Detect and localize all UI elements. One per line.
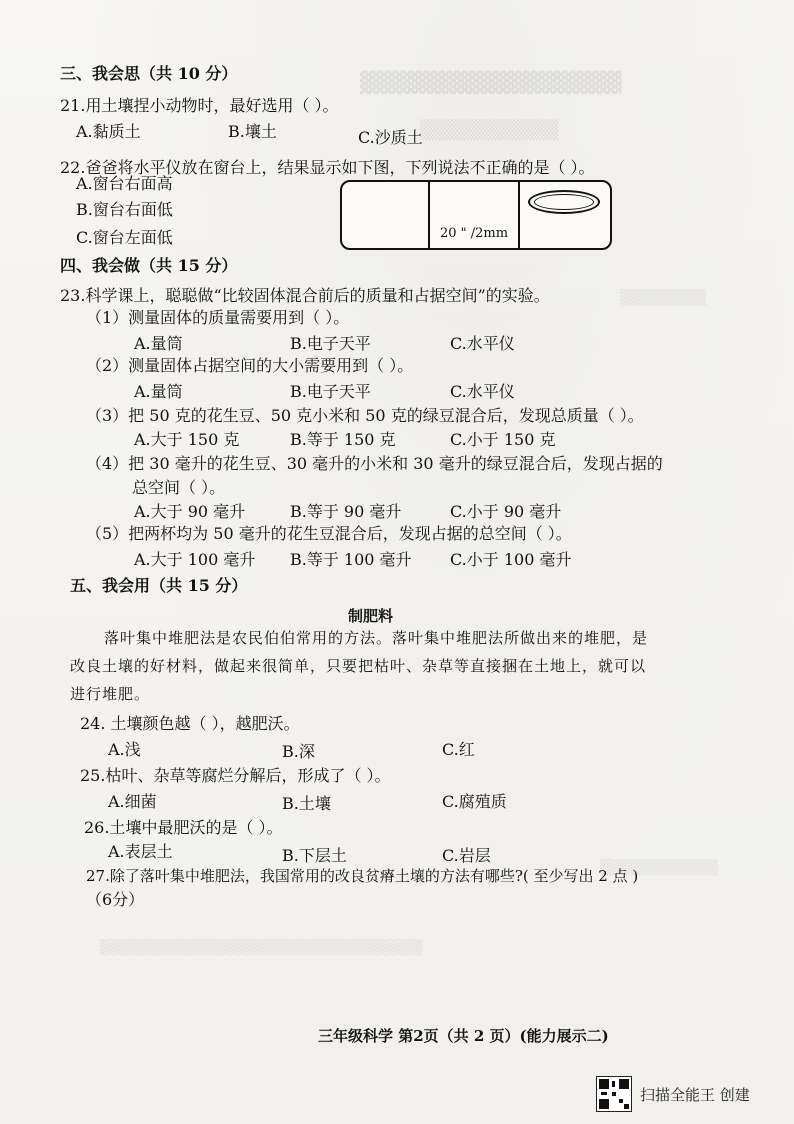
option-a: A.大于 150 克: [134, 430, 240, 449]
sub-question-stem: （1）测量固体的质量需要用到（ ）。: [86, 308, 350, 327]
question-stem: 25.枯叶、杂草等腐烂分解后，形成了（ ）。: [80, 766, 391, 785]
option-b: B.土壤: [282, 794, 331, 813]
sub-question-stem: （3）把 50 克的花生豆、50 克小米和 50 克的绿豆混合后，发现总质量（ ）。: [86, 406, 644, 425]
option-a: A.大于 100 毫升: [134, 550, 256, 569]
qr-code-icon: [596, 1076, 632, 1112]
option-b: B.下层土: [282, 846, 347, 865]
article-line: 改良土壤的好材料，做起来很简单，只要把枯叶、杂草等直接捆在土地上，就可以: [70, 657, 647, 675]
question-score: （6分）: [86, 890, 145, 909]
option-b: B.深: [282, 742, 315, 761]
article-title: 制肥料: [348, 607, 394, 625]
bleed-through-mark: ▒▒▒▒▒▒▒▒▒▒▒: [600, 860, 719, 876]
question-stem: 27.除了落叶集中堆肥法，我国常用的改良贫瘠土壤的方法有哪些?( 至少写出 2 点 ): [86, 867, 639, 885]
bleed-through-mark: ▒▒▒▒▒▒▒▒▒▒: [420, 120, 559, 141]
sub-question-stem-cont: 总空间（ ）。: [132, 478, 226, 497]
option-c: C.水平仪: [450, 382, 515, 401]
option-c: C.红: [442, 740, 475, 759]
option-c: C.小于 100 毫升: [450, 550, 572, 569]
bleed-through-mark: ▒▒▒▒▒▒▒▒▒▒▒▒▒▒▒▒▒▒▒▒▒▒▒▒▒▒▒▒▒▒: [100, 940, 423, 956]
option-c: C.水平仪: [450, 334, 515, 353]
option-c: C.腐殖质: [442, 792, 507, 811]
option-b: B.等于 100 毫升: [290, 550, 412, 569]
spirit-level-figure: [340, 180, 612, 250]
option-b: B.壤土: [228, 122, 277, 141]
option-c: C.小于 90 毫升: [450, 502, 562, 521]
question-stem: 22.爸爸将水平仪放在窗台上，结果显示如下图，下列说法不正确的是（ ）。: [60, 158, 595, 177]
bleed-through-mark: ▓▓▓▓▓▓▓▓▓▓▓▓▓▓▓▓▓: [360, 70, 622, 94]
option-b: B.窗台右面低: [76, 200, 173, 219]
option-a: A.浅: [108, 740, 141, 759]
option-b: B.电子天平: [290, 382, 371, 401]
sub-question-stem: （4）把 30 毫升的花生豆、30 毫升的小米和 30 毫升的绿豆混合后，发现占据的: [86, 454, 663, 473]
option-b: B.等于 150 克: [290, 430, 396, 449]
option-a: A.大于 90 毫升: [134, 502, 246, 521]
option-b: B.等于 90 毫升: [290, 502, 402, 521]
option-a: A.量筒: [134, 334, 183, 353]
question-stem: 24. 土壤颜色越（ ），越肥沃。: [80, 714, 300, 733]
level-caption: 20 " /2mm: [439, 226, 509, 241]
option-c: C.小于 150 克: [450, 430, 556, 449]
section-heading: 五、我会用（共 15 分）: [70, 576, 248, 595]
article-line: 进行堆肥。: [70, 685, 151, 703]
level-divider: [518, 182, 520, 248]
option-c: C.窗台左面低: [76, 228, 173, 247]
sub-question-stem: （2）测量固体占据空间的大小需要用到（ ）。: [86, 356, 414, 375]
option-a: A.黏质土: [76, 122, 141, 141]
question-stem: 23.科学课上，聪聪做“比较固体混合前后的质量和占据空间”的实验。: [60, 286, 550, 305]
bleed-through-mark: ▒▒▒▒▒▒▒▒: [620, 290, 707, 306]
option-a: A.窗台右面高: [76, 174, 173, 193]
question-stem: 21.用土壤捏小动物时，最好选用（ ）。: [60, 96, 339, 115]
option-a: A.细菌: [108, 792, 157, 811]
page-footer: 三年级科学 第2页（共 2 页）(能力展示二): [318, 1027, 609, 1045]
scanner-brand-text: 扫描全能王 创建: [640, 1085, 750, 1104]
option-a: A.表层土: [108, 842, 173, 861]
option-b: B.电子天平: [290, 334, 371, 353]
scanner-watermark: [596, 1076, 750, 1112]
bubble: [534, 194, 594, 210]
section-heading: 四、我会做（共 15 分）: [60, 256, 238, 275]
question-stem: 26.土壤中最肥沃的是（ ）。: [84, 818, 283, 837]
article-line: 落叶集中堆肥法是农民伯伯常用的方法。落叶集中堆肥法所做出来的堆肥，是: [104, 629, 649, 647]
option-c: C.沙质土: [358, 128, 423, 147]
option-a: A.量筒: [134, 382, 183, 401]
option-c: C.岩层: [442, 846, 491, 865]
sub-question-stem: （5）把两杯均为 50 毫升的花生豆混合后，发现占据的总空间（ ）。: [86, 524, 572, 543]
section-heading: 三、我会思（共 10 分）: [60, 64, 238, 83]
